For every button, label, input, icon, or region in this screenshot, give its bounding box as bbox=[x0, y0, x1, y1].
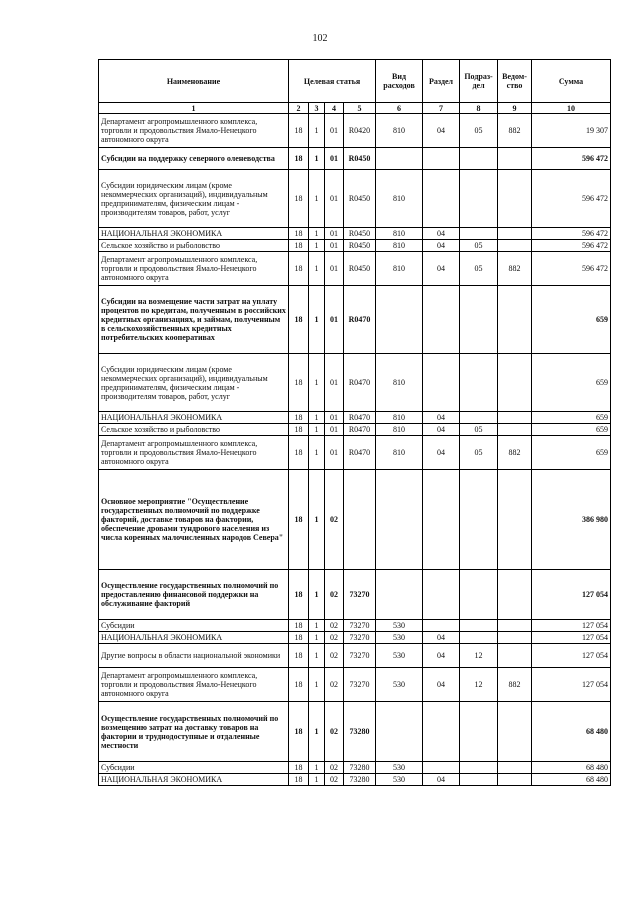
table-row bbox=[99, 620, 611, 632]
target-code-1: 18 bbox=[289, 286, 309, 354]
department-code bbox=[498, 424, 532, 436]
column-number-row bbox=[99, 103, 611, 114]
target-code-2: 1 bbox=[309, 632, 325, 644]
budget-table bbox=[98, 59, 611, 786]
target-code-3: 01 bbox=[325, 286, 344, 354]
row-name: Сельское хозяйство и рыболовство bbox=[99, 240, 289, 252]
department-code bbox=[498, 470, 532, 570]
table-row bbox=[99, 240, 611, 252]
header-subsection: Подраз-дел bbox=[460, 60, 498, 103]
target-code-3: 02 bbox=[325, 620, 344, 632]
row-name: НАЦИОНАЛЬНАЯ ЭКОНОМИКА bbox=[99, 228, 289, 240]
target-code-2: 1 bbox=[309, 668, 325, 702]
target-code-2: 1 bbox=[309, 702, 325, 762]
header-target: Целевая статья bbox=[289, 60, 376, 103]
amount: 596 472 bbox=[532, 148, 611, 170]
target-code-2: 1 bbox=[309, 470, 325, 570]
department-code bbox=[498, 240, 532, 252]
table-row bbox=[99, 570, 611, 620]
target-code-4: 73270 bbox=[344, 570, 376, 620]
expense-kind: 810 bbox=[376, 240, 423, 252]
target-code-2: 1 bbox=[309, 252, 325, 286]
row-name: Другие вопросы в области национальной экономики bbox=[99, 644, 289, 668]
section-code: 04 bbox=[423, 424, 460, 436]
section-code: 04 bbox=[423, 240, 460, 252]
column-number: 7 bbox=[423, 103, 460, 114]
expense-kind: 810 bbox=[376, 412, 423, 424]
target-code-2: 1 bbox=[309, 762, 325, 774]
row-name: Субсидии bbox=[99, 762, 289, 774]
page-number: 102 bbox=[312, 33, 328, 44]
row-name: Субсидии юридическим лицам (кроме некоммерческих организаций), индивидуальным предпринимателям, физическим лицам - производителям товаров, работ, услуг bbox=[99, 354, 289, 412]
target-code-3: 02 bbox=[325, 632, 344, 644]
target-code-1: 18 bbox=[289, 644, 309, 668]
table-row bbox=[99, 148, 611, 170]
amount: 659 bbox=[532, 354, 611, 412]
header-row bbox=[99, 60, 611, 103]
amount: 596 472 bbox=[532, 252, 611, 286]
table-row bbox=[99, 424, 611, 436]
target-code-2: 1 bbox=[309, 570, 325, 620]
target-code-1: 18 bbox=[289, 148, 309, 170]
target-code-3: 01 bbox=[325, 228, 344, 240]
target-code-3: 02 bbox=[325, 668, 344, 702]
header-dept: Ведом-ство bbox=[498, 60, 532, 103]
section-code: 04 bbox=[423, 774, 460, 786]
expense-kind: 530 bbox=[376, 762, 423, 774]
header-name: Наименование bbox=[99, 60, 289, 103]
target-code-4: 73280 bbox=[344, 762, 376, 774]
amount: 127 054 bbox=[532, 632, 611, 644]
department-code bbox=[498, 228, 532, 240]
amount: 659 bbox=[532, 436, 611, 470]
subsection-code bbox=[460, 762, 498, 774]
section-code: 04 bbox=[423, 252, 460, 286]
target-code-4: 73270 bbox=[344, 644, 376, 668]
expense-kind: 810 bbox=[376, 424, 423, 436]
subsection-code bbox=[460, 632, 498, 644]
amount: 127 054 bbox=[532, 570, 611, 620]
target-code-1: 18 bbox=[289, 240, 309, 252]
row-name: Субсидии bbox=[99, 620, 289, 632]
row-name: Субсидии на поддержку северного оленеводства bbox=[99, 148, 289, 170]
section-code: 04 bbox=[423, 632, 460, 644]
target-code-4: R0420 bbox=[344, 114, 376, 148]
target-code-3: 02 bbox=[325, 702, 344, 762]
amount: 659 bbox=[532, 424, 611, 436]
department-code bbox=[498, 644, 532, 668]
target-code-2: 1 bbox=[309, 620, 325, 632]
row-name: Департамент агропромышленного комплекса, торговли и продовольствия Ямало-Ненецкого автономного округа bbox=[99, 436, 289, 470]
target-code-2: 1 bbox=[309, 424, 325, 436]
target-code-3: 02 bbox=[325, 774, 344, 786]
target-code-4: 73280 bbox=[344, 702, 376, 762]
target-code-4: R0470 bbox=[344, 354, 376, 412]
target-code-4: R0450 bbox=[344, 252, 376, 286]
column-number: 4 bbox=[325, 103, 344, 114]
target-code-1: 18 bbox=[289, 228, 309, 240]
section-code bbox=[423, 148, 460, 170]
target-code-3: 02 bbox=[325, 470, 344, 570]
target-code-2: 1 bbox=[309, 436, 325, 470]
expense-kind: 810 bbox=[376, 228, 423, 240]
target-code-3: 01 bbox=[325, 240, 344, 252]
expense-kind: 810 bbox=[376, 170, 423, 228]
row-name: НАЦИОНАЛЬНАЯ ЭКОНОМИКА bbox=[99, 412, 289, 424]
target-code-4: R0450 bbox=[344, 148, 376, 170]
target-code-4: R0470 bbox=[344, 412, 376, 424]
target-code-1: 18 bbox=[289, 702, 309, 762]
target-code-2: 1 bbox=[309, 114, 325, 148]
subsection-code: 05 bbox=[460, 240, 498, 252]
subsection-code: 05 bbox=[460, 424, 498, 436]
header-kind: Вид расходов bbox=[376, 60, 423, 103]
department-code: 882 bbox=[498, 114, 532, 148]
target-code-1: 18 bbox=[289, 668, 309, 702]
target-code-3: 02 bbox=[325, 644, 344, 668]
column-number: 9 bbox=[498, 103, 532, 114]
table-row bbox=[99, 644, 611, 668]
amount: 127 054 bbox=[532, 668, 611, 702]
row-name: Субсидии юридическим лицам (кроме некоммерческих организаций), индивидуальным предпринимателям, физическим лицам - производителям товаров, работ, услуг bbox=[99, 170, 289, 228]
table-row bbox=[99, 436, 611, 470]
section-code: 04 bbox=[423, 412, 460, 424]
expense-kind bbox=[376, 148, 423, 170]
subsection-code bbox=[460, 702, 498, 762]
expense-kind bbox=[376, 570, 423, 620]
expense-kind: 810 bbox=[376, 252, 423, 286]
target-code-2: 1 bbox=[309, 148, 325, 170]
table-row bbox=[99, 632, 611, 644]
table-row bbox=[99, 470, 611, 570]
amount: 659 bbox=[532, 412, 611, 424]
target-code-2: 1 bbox=[309, 412, 325, 424]
target-code-1: 18 bbox=[289, 632, 309, 644]
row-name: Департамент агропромышленного комплекса, торговли и продовольствия Ямало-Ненецкого автономного округа bbox=[99, 252, 289, 286]
header-section: Раздел bbox=[423, 60, 460, 103]
column-number: 8 bbox=[460, 103, 498, 114]
subsection-code: 05 bbox=[460, 436, 498, 470]
expense-kind bbox=[376, 286, 423, 354]
target-code-1: 18 bbox=[289, 170, 309, 228]
target-code-1: 18 bbox=[289, 470, 309, 570]
subsection-code bbox=[460, 228, 498, 240]
department-code bbox=[498, 774, 532, 786]
subsection-code: 12 bbox=[460, 668, 498, 702]
department-code bbox=[498, 286, 532, 354]
target-code-4 bbox=[344, 470, 376, 570]
expense-kind: 810 bbox=[376, 354, 423, 412]
row-name: Осуществление государственных полномочий по предоставлению финансовой поддержки на обслуживание факторий bbox=[99, 570, 289, 620]
target-code-1: 18 bbox=[289, 620, 309, 632]
row-name: Сельское хозяйство и рыболовство bbox=[99, 424, 289, 436]
row-name: НАЦИОНАЛЬНАЯ ЭКОНОМИКА bbox=[99, 632, 289, 644]
expense-kind: 810 bbox=[376, 114, 423, 148]
section-code bbox=[423, 354, 460, 412]
amount: 659 bbox=[532, 286, 611, 354]
table-row bbox=[99, 762, 611, 774]
column-number: 3 bbox=[309, 103, 325, 114]
subsection-code bbox=[460, 470, 498, 570]
section-code bbox=[423, 286, 460, 354]
target-code-1: 18 bbox=[289, 424, 309, 436]
section-code: 04 bbox=[423, 644, 460, 668]
amount: 19 307 bbox=[532, 114, 611, 148]
subsection-code bbox=[460, 354, 498, 412]
table-row bbox=[99, 170, 611, 228]
section-code bbox=[423, 170, 460, 228]
section-code bbox=[423, 470, 460, 570]
target-code-4: 73270 bbox=[344, 668, 376, 702]
header-sum: Сумма bbox=[532, 60, 611, 103]
target-code-2: 1 bbox=[309, 774, 325, 786]
expense-kind: 530 bbox=[376, 644, 423, 668]
target-code-3: 02 bbox=[325, 570, 344, 620]
target-code-3: 01 bbox=[325, 170, 344, 228]
table-row bbox=[99, 774, 611, 786]
column-number: 5 bbox=[344, 103, 376, 114]
target-code-1: 18 bbox=[289, 436, 309, 470]
target-code-2: 1 bbox=[309, 240, 325, 252]
target-code-3: 01 bbox=[325, 436, 344, 470]
target-code-1: 18 bbox=[289, 570, 309, 620]
target-code-3: 01 bbox=[325, 114, 344, 148]
table-row bbox=[99, 252, 611, 286]
amount: 386 980 bbox=[532, 470, 611, 570]
subsection-code: 05 bbox=[460, 114, 498, 148]
target-code-4: 73280 bbox=[344, 774, 376, 786]
expense-kind: 810 bbox=[376, 436, 423, 470]
expense-kind: 530 bbox=[376, 632, 423, 644]
table-row bbox=[99, 228, 611, 240]
department-code bbox=[498, 412, 532, 424]
department-code bbox=[498, 762, 532, 774]
target-code-2: 1 bbox=[309, 286, 325, 354]
amount: 68 480 bbox=[532, 774, 611, 786]
target-code-3: 01 bbox=[325, 252, 344, 286]
row-name: Департамент агропромышленного комплекса, торговли и продовольствия Ямало-Ненецкого автономного округа bbox=[99, 114, 289, 148]
expense-kind: 530 bbox=[376, 668, 423, 702]
target-code-4: 73270 bbox=[344, 620, 376, 632]
amount: 68 480 bbox=[532, 702, 611, 762]
amount: 596 472 bbox=[532, 170, 611, 228]
department-code bbox=[498, 632, 532, 644]
table-row bbox=[99, 412, 611, 424]
column-number: 6 bbox=[376, 103, 423, 114]
target-code-4: R0470 bbox=[344, 286, 376, 354]
amount: 127 054 bbox=[532, 644, 611, 668]
table-row bbox=[99, 354, 611, 412]
target-code-3: 02 bbox=[325, 762, 344, 774]
department-code: 882 bbox=[498, 252, 532, 286]
row-name: Субсидии на возмещение части затрат на уплату процентов по кредитам, полученным в российских кредитных организациях, и займам, полученным в сельскохозяйственных кредитных потребительских кооперативах bbox=[99, 286, 289, 354]
subsection-code: 12 bbox=[460, 644, 498, 668]
target-code-4: R0470 bbox=[344, 424, 376, 436]
subsection-code bbox=[460, 170, 498, 228]
target-code-4: R0450 bbox=[344, 228, 376, 240]
amount: 596 472 bbox=[532, 228, 611, 240]
target-code-4: 73270 bbox=[344, 632, 376, 644]
section-code: 04 bbox=[423, 436, 460, 470]
department-code bbox=[498, 354, 532, 412]
expense-kind bbox=[376, 470, 423, 570]
target-code-4: R0450 bbox=[344, 240, 376, 252]
target-code-2: 1 bbox=[309, 228, 325, 240]
expense-kind: 530 bbox=[376, 774, 423, 786]
target-code-1: 18 bbox=[289, 252, 309, 286]
target-code-3: 01 bbox=[325, 354, 344, 412]
target-code-2: 1 bbox=[309, 644, 325, 668]
table-row bbox=[99, 286, 611, 354]
department-code bbox=[498, 170, 532, 228]
target-code-3: 01 bbox=[325, 412, 344, 424]
section-code bbox=[423, 702, 460, 762]
target-code-4: R0470 bbox=[344, 436, 376, 470]
target-code-2: 1 bbox=[309, 170, 325, 228]
target-code-4: R0450 bbox=[344, 170, 376, 228]
target-code-1: 18 bbox=[289, 114, 309, 148]
amount: 127 054 bbox=[532, 620, 611, 632]
amount: 596 472 bbox=[532, 240, 611, 252]
row-name: Департамент агропромышленного комплекса, торговли и продовольствия Ямало-Ненецкого автономного округа bbox=[99, 668, 289, 702]
expense-kind bbox=[376, 702, 423, 762]
target-code-3: 01 bbox=[325, 148, 344, 170]
table-row bbox=[99, 702, 611, 762]
section-code bbox=[423, 620, 460, 632]
subsection-code bbox=[460, 286, 498, 354]
column-number: 10 bbox=[532, 103, 611, 114]
column-number: 1 bbox=[99, 103, 289, 114]
subsection-code bbox=[460, 570, 498, 620]
target-code-3: 01 bbox=[325, 424, 344, 436]
department-code: 882 bbox=[498, 668, 532, 702]
target-code-1: 18 bbox=[289, 762, 309, 774]
department-code bbox=[498, 702, 532, 762]
table-row bbox=[99, 668, 611, 702]
department-code bbox=[498, 148, 532, 170]
target-code-1: 18 bbox=[289, 412, 309, 424]
subsection-code: 05 bbox=[460, 252, 498, 286]
amount: 68 480 bbox=[532, 762, 611, 774]
target-code-1: 18 bbox=[289, 774, 309, 786]
row-name: Основное мероприятие "Осуществление государственных полномочий по поддержке факторий, доставке товаров на фактории, обеспечение дровами тундрового населения из числа коренных малочисленных народов Севера" bbox=[99, 470, 289, 570]
row-name: НАЦИОНАЛЬНАЯ ЭКОНОМИКА bbox=[99, 774, 289, 786]
subsection-code bbox=[460, 620, 498, 632]
department-code: 882 bbox=[498, 436, 532, 470]
section-code: 04 bbox=[423, 114, 460, 148]
section-code: 04 bbox=[423, 228, 460, 240]
target-code-1: 18 bbox=[289, 354, 309, 412]
section-code bbox=[423, 762, 460, 774]
subsection-code bbox=[460, 148, 498, 170]
expense-kind: 530 bbox=[376, 620, 423, 632]
column-number: 2 bbox=[289, 103, 309, 114]
subsection-code bbox=[460, 774, 498, 786]
target-code-2: 1 bbox=[309, 354, 325, 412]
table-row bbox=[99, 114, 611, 148]
row-name: Осуществление государственных полномочий по возмещению затрат на доставку товаров на фактории и труднодоступные и отдаленные местности bbox=[99, 702, 289, 762]
department-code bbox=[498, 620, 532, 632]
section-code: 04 bbox=[423, 668, 460, 702]
section-code bbox=[423, 570, 460, 620]
department-code bbox=[498, 570, 532, 620]
subsection-code bbox=[460, 412, 498, 424]
